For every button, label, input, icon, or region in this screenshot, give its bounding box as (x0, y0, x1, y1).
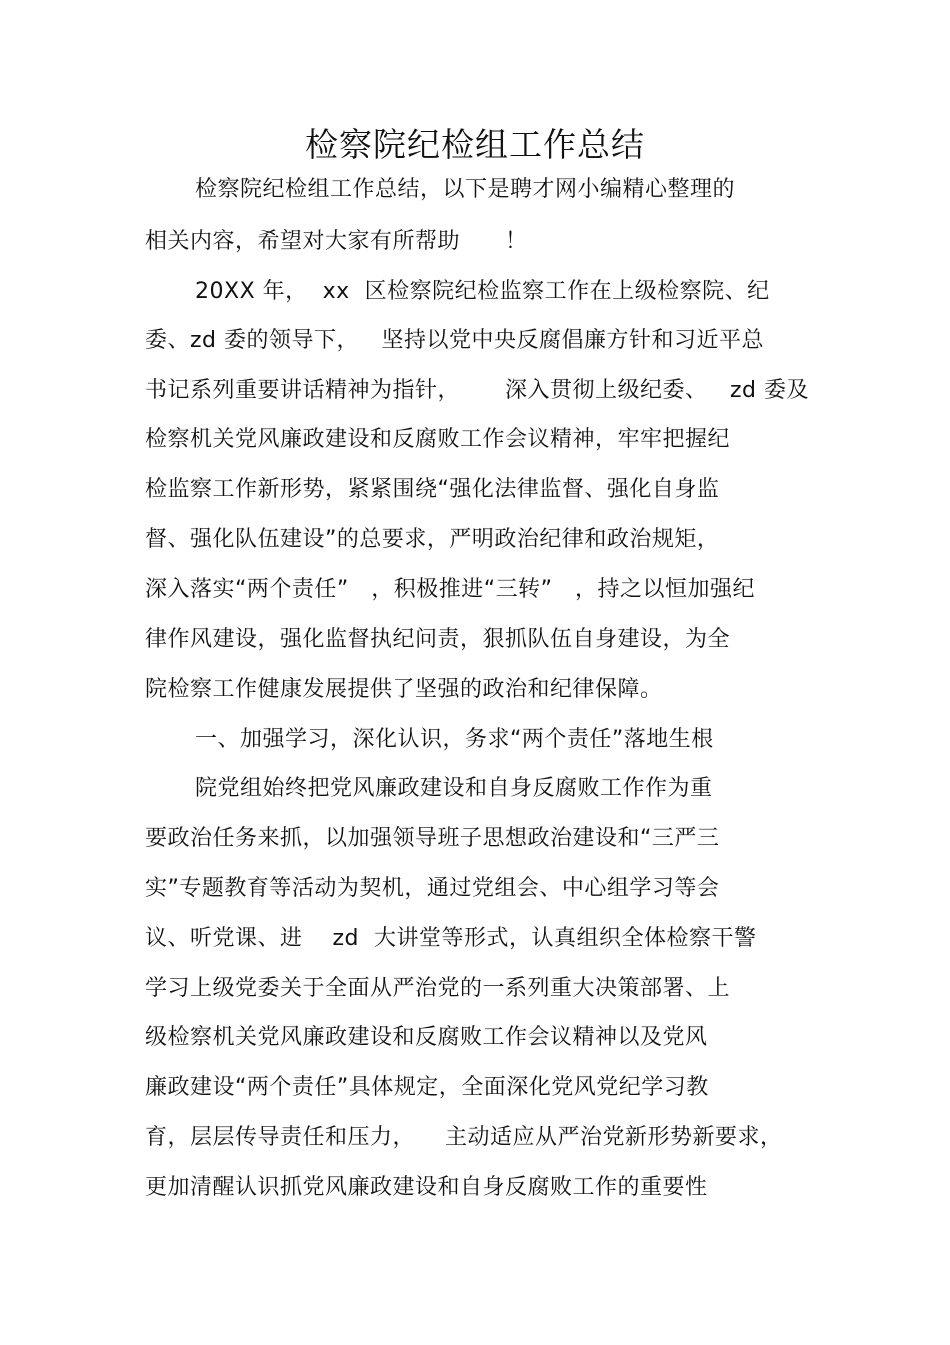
paragraph-line: 育，层层传导责任和压力， 主动适应从严治党新形势新要求， (145, 1125, 783, 1150)
paragraph-line: 督、强化队伍建设”的总要求，严明政治纪律和政治规矩， (145, 527, 720, 552)
paragraph-line: 书记系列重要讲话精神为指针， 深入贯彻上级纪委、 zd 委及 (145, 378, 809, 403)
paragraph-line: 议、听党课、进 zd 大讲堂等形式，认真组织全体检察干警 (145, 926, 757, 951)
paragraph-line: 学习上级党委关于全面从严治党的一系列重大决策部署、上 (145, 976, 731, 1001)
paragraph-line: 更加清醒认识抓党风廉政建设和自身反腐败工作的重要性 (145, 1175, 708, 1200)
paragraph-line: 委、zd 委的领导下， 坚持以党中央反腐倡廉方针和习近平总 (145, 328, 764, 353)
paragraph-line: 检监察工作新形势，紧紧围绕“强化法律监督、强化自身监 (145, 477, 720, 502)
paragraph-line: 相关内容，希望对大家有所帮助 ！ (145, 229, 528, 254)
paragraph-line: 检察院纪检组工作总结，以下是聘才网小编精心整理的 (195, 177, 736, 202)
paragraph-line: 要政治任务来抓，以加强领导班子思想政治建设和“三严三 (145, 826, 720, 851)
paragraph-line: 廉政建设“两个责任”具体规定，全面深化党风党纪学习教 (145, 1075, 709, 1100)
section-heading: 一、加强学习，深化认识，务求“两个责任”落地生根 (195, 727, 714, 752)
paragraph-line: 检察机关党风廉政建设和反腐败工作会议精神，牢牢把握纪 (145, 427, 731, 452)
paragraph-line: 院检察工作健康发展提供了坚强的政治和纪律保障。 (145, 677, 663, 702)
paragraph-line: 级检察机关党风廉政建设和反腐败工作会议精神以及党风 (145, 1025, 708, 1050)
paragraph-line: 院党组始终把党风廉政建设和自身反腐败工作作为重 (195, 776, 713, 801)
paragraph-line: 律作风建设，强化监督执纪问责，狠抓队伍自身建设，为全 (145, 627, 731, 652)
paragraph-line: 实”专题教育等活动为契机，通过党组会、中心组学习等会 (145, 876, 720, 901)
paragraph-line: 深入落实“两个责任” ，积极推进“三转” ，持之以恒加强纪 (145, 577, 756, 602)
paragraph-line: 20XX 年， xx 区检察院纪检监察工作在上级检察院、纪 (195, 279, 770, 304)
document-title: 检察院纪检组工作总结 (305, 125, 645, 164)
